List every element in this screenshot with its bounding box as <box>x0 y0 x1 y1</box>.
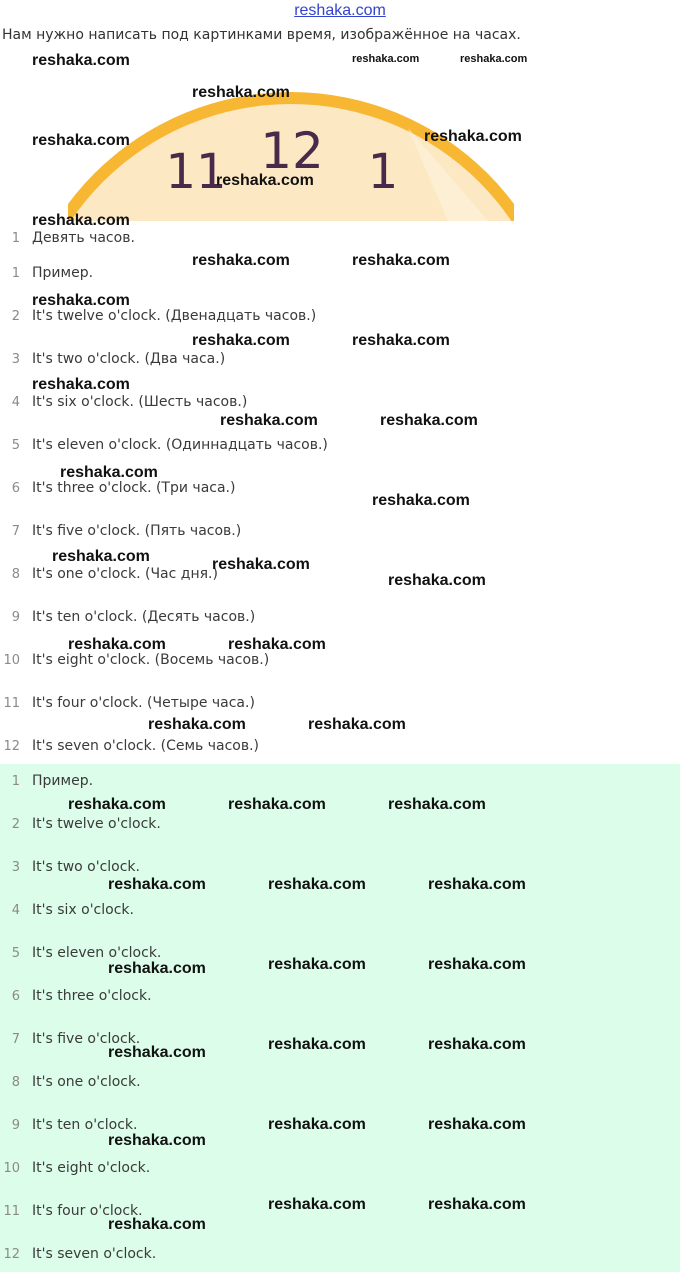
item-number: 10 <box>3 653 20 668</box>
list-item <box>0 394 680 414</box>
watermark-text: reshaka.com <box>216 172 314 189</box>
item-text: It's six o'clock. (Шесть часов.) <box>32 394 248 410</box>
watermark-text: reshaka.com <box>192 84 290 101</box>
item-text: It's twelve o'clock. <box>32 816 161 832</box>
item-text: It's six o'clock. <box>32 902 134 918</box>
watermark-text: reshaka.com <box>220 412 318 429</box>
watermark-text: reshaka.com <box>60 464 158 481</box>
item-number: 1 <box>11 266 20 281</box>
list-item <box>0 480 680 500</box>
watermark-text: reshaka.com <box>388 796 486 813</box>
watermark-text: reshaka.com <box>268 1036 366 1053</box>
watermark-text: reshaka.com <box>108 1044 206 1061</box>
watermark-text: reshaka.com <box>192 332 290 349</box>
watermark-text: reshaka.com <box>68 796 166 813</box>
watermark-text: reshaka.com <box>268 876 366 893</box>
watermark-text: reshaka.com <box>108 960 206 977</box>
item-number: 7 <box>11 524 20 539</box>
watermark-text: reshaka.com <box>148 716 246 733</box>
watermark-text: reshaka.com <box>428 1036 526 1053</box>
item-number: 8 <box>11 567 20 582</box>
item-text: It's two o'clock. <box>32 859 140 875</box>
item-number: 1 <box>11 774 20 789</box>
watermark-text: reshaka.com <box>268 956 366 973</box>
watermark-text: reshaka.com <box>32 132 130 149</box>
watermark-text: reshaka.com <box>372 492 470 509</box>
item-text: It's eleven o'clock. <box>32 945 162 961</box>
item-number: 11 <box>3 696 20 711</box>
watermark-text: reshaka.com <box>428 956 526 973</box>
item-number: 5 <box>11 438 20 453</box>
item-text: Девять часов. <box>32 230 135 246</box>
watermark-text: reshaka.com <box>32 376 130 393</box>
list-item <box>0 437 680 457</box>
watermark-text: reshaka.com <box>228 796 326 813</box>
item-text: It's four o'clock. (Четыре часа.) <box>32 695 255 711</box>
item-number: 9 <box>11 610 20 625</box>
item-text: It's one o'clock. <box>32 1074 141 1090</box>
item-text: Пример. <box>32 773 94 789</box>
item-text: It's eleven o'clock. (Одиннадцать часов.) <box>32 437 328 453</box>
watermark-text: reshaka.com <box>228 636 326 653</box>
watermark-text: reshaka.com <box>352 252 450 269</box>
item-number: 11 <box>3 1204 20 1219</box>
list-item <box>0 652 680 672</box>
list-item <box>0 351 680 371</box>
clock-image <box>68 88 514 221</box>
list-item <box>0 609 680 629</box>
item-number: 3 <box>11 860 20 875</box>
item-text: It's seven o'clock. (Семь часов.) <box>32 738 260 754</box>
item-number: 10 <box>3 1161 20 1176</box>
watermark-text: reshaka.com <box>388 572 486 589</box>
watermark-text: reshaka.com <box>352 332 450 349</box>
list-item <box>0 566 680 586</box>
site-link[interactable]: reshaka.com <box>294 2 386 19</box>
watermark-text: reshaka.com <box>32 212 130 229</box>
watermark-text: reshaka.com <box>212 556 310 573</box>
watermark-text: reshaka.com <box>192 252 290 269</box>
watermark-text: reshaka.com <box>424 128 522 145</box>
instruction-text: Нам нужно написать под картинками время, изображённое на часах. <box>2 27 521 43</box>
numeral-12: 12 <box>260 122 324 180</box>
watermark-text: reshaka.com <box>108 876 206 893</box>
item-number: 2 <box>11 817 20 832</box>
list-item <box>0 230 680 250</box>
item-number: 6 <box>11 989 20 1004</box>
item-text: It's ten o'clock. <box>32 1117 138 1133</box>
item-number: 12 <box>3 739 20 754</box>
item-text: It's five o'clock. (Пять часов.) <box>32 523 242 539</box>
item-text: It's ten o'clock. (Десять часов.) <box>32 609 256 625</box>
item-number: 1 <box>11 231 20 246</box>
item-text: It's twelve o'clock. (Двенадцать часов.) <box>32 308 317 324</box>
list-item <box>0 773 680 793</box>
item-number: 5 <box>11 946 20 961</box>
watermark-text: reshaka.com <box>68 636 166 653</box>
watermark-text: reshaka.com <box>32 292 130 309</box>
item-number: 12 <box>3 1247 20 1262</box>
list-item <box>0 265 680 285</box>
watermark-text: reshaka.com <box>108 1216 206 1233</box>
item-text: It's five o'clock. <box>32 1031 141 1047</box>
watermark-text: reshaka.com <box>428 876 526 893</box>
item-text: It's three o'clock. <box>32 988 152 1004</box>
watermark-text: reshaka.com <box>108 1132 206 1149</box>
item-number: 8 <box>11 1075 20 1090</box>
item-text: It's four o'clock. <box>32 1203 143 1219</box>
list-item <box>0 695 680 715</box>
watermark-text: reshaka.com <box>380 412 478 429</box>
watermark-text: reshaka.com <box>268 1116 366 1133</box>
list-item <box>0 1074 680 1094</box>
list-item <box>0 308 680 328</box>
item-number: 4 <box>11 395 20 410</box>
list-item <box>0 816 680 836</box>
list-item <box>0 1160 680 1180</box>
item-text: It's eight o'clock. <box>32 1160 151 1176</box>
item-text: Пример. <box>32 265 94 281</box>
list-item <box>0 988 680 1008</box>
item-number: 7 <box>11 1032 20 1047</box>
watermark-text: reshaka.com <box>52 548 150 565</box>
item-number: 9 <box>11 1118 20 1133</box>
list-item <box>0 902 680 922</box>
watermark-text: reshaka.com <box>428 1116 526 1133</box>
watermark-text: reshaka.com <box>428 1196 526 1213</box>
item-text: It's two o'clock. (Два часа.) <box>32 351 226 367</box>
item-text: It's eight o'clock. (Восемь часов.) <box>32 652 270 668</box>
item-number: 4 <box>11 903 20 918</box>
numeral-11: 11 <box>165 144 227 200</box>
watermark-text: reshaka.com <box>352 53 420 65</box>
item-number: 3 <box>11 352 20 367</box>
watermark-text: reshaka.com <box>268 1196 366 1213</box>
list-item <box>0 1246 680 1266</box>
watermark-text: reshaka.com <box>308 716 406 733</box>
list-item <box>0 523 680 543</box>
item-number: 6 <box>11 481 20 496</box>
item-text: It's one o'clock. (Час дня.) <box>32 566 218 582</box>
list-item <box>0 738 680 758</box>
numeral-1: 1 <box>367 144 399 200</box>
watermark-text: reshaka.com <box>460 53 528 65</box>
item-text: It's three o'clock. (Три часа.) <box>32 480 236 496</box>
watermark-text: reshaka.com <box>32 52 130 69</box>
item-number: 2 <box>11 309 20 324</box>
item-text: It's seven o'clock. <box>32 1246 157 1262</box>
